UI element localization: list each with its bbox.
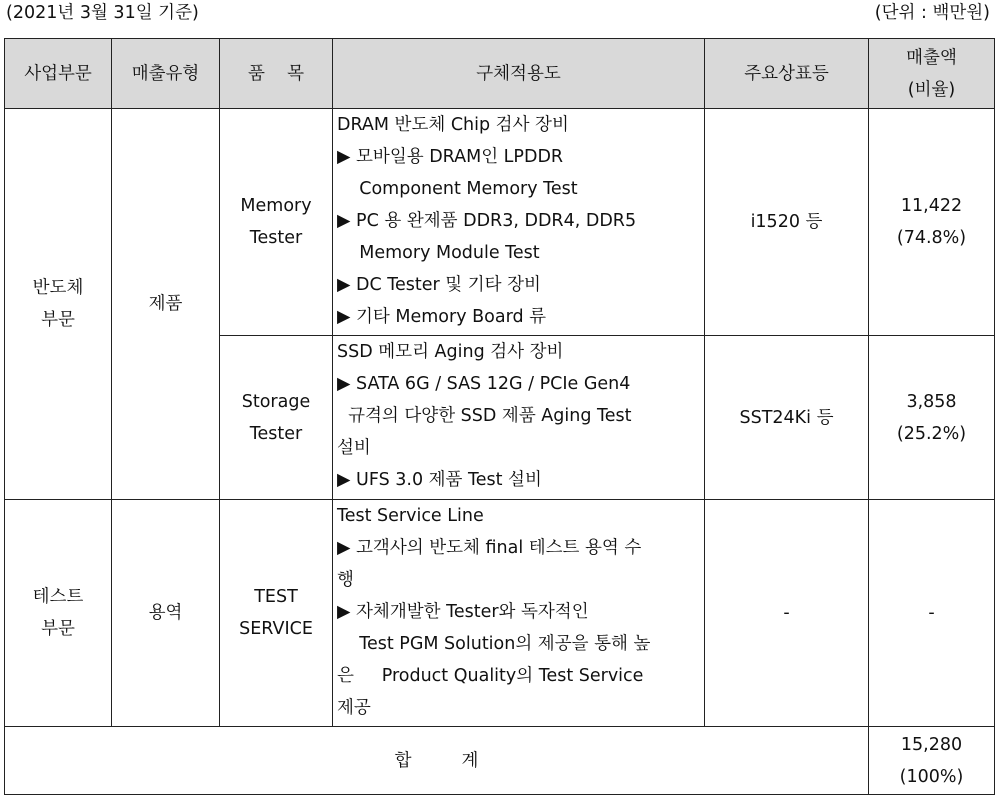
- division-line: 부문: [41, 310, 75, 330]
- usage-line: 제공: [337, 698, 371, 718]
- item-storage-tester: [220, 336, 333, 500]
- usage-memory: [333, 109, 705, 336]
- usage-storage: [333, 336, 705, 500]
- sales-type-product: 제품: [112, 109, 220, 500]
- total-label: 합 계: [5, 727, 869, 795]
- usage-test: [333, 500, 705, 727]
- usage-line: 설비: [337, 438, 371, 458]
- sales-ratio: (100%): [899, 766, 964, 787]
- usage-line: ▶ 모바일용 DRAM인 LPDDR: [337, 147, 564, 167]
- header-sales-type: 매출유형: [112, 39, 220, 109]
- usage-line: Test Service Line: [337, 506, 484, 526]
- header-sales: [869, 39, 995, 109]
- usage-line: DRAM 반도체 Chip 검사 장비: [337, 115, 569, 135]
- division-semiconductor: [5, 109, 112, 500]
- date-caption: (2021년 3월 31일 기준): [6, 3, 199, 23]
- usage-line: ▶ 고객사의 반도체 final 테스트 용역 수: [337, 538, 642, 558]
- sales-value: 3,858: [906, 391, 957, 412]
- item-line: SERVICE: [239, 619, 313, 639]
- sales-test: -: [869, 500, 995, 727]
- sales-memory: [869, 109, 995, 336]
- usage-line: ▶ SATA 6G / SAS 12G / PCIe Gen4: [337, 374, 631, 394]
- sales-value: 15,280: [900, 734, 963, 755]
- header-brand: 주요상표등: [705, 39, 869, 109]
- header-usage: 구체적용도: [333, 39, 705, 109]
- header-sales-line2: (비율): [907, 79, 956, 100]
- division-line: 테스트: [32, 587, 84, 607]
- usage-line: 규격의 다양한 SSD 제품 Aging Test: [337, 406, 632, 426]
- usage-line: ▶ UFS 3.0 제품 Test 설비: [337, 470, 542, 490]
- item-line: TEST: [254, 587, 298, 607]
- header-item: 품 목: [220, 39, 333, 109]
- unit-caption: (단위 : 백만원): [874, 3, 990, 23]
- total-row: [5, 727, 995, 795]
- item-line: Storage: [241, 391, 311, 412]
- sales-ratio: (74.8%): [896, 228, 967, 248]
- usage-line: Test PGM Solution의 제공을 통해 높: [337, 634, 651, 654]
- header-division: 사업부문: [5, 39, 112, 109]
- brand-storage: SST24Ki 등: [705, 336, 869, 500]
- division-line: 부문: [41, 619, 75, 639]
- sales-value: 11,422: [900, 196, 963, 216]
- usage-line: ▶ 자체개발한 Tester와 독자적인: [337, 602, 589, 622]
- brand-test: -: [705, 500, 869, 727]
- table-row: [5, 500, 995, 727]
- item-line: Tester: [249, 228, 303, 248]
- sales-storage: [869, 336, 995, 500]
- item-memory-tester: [220, 109, 333, 336]
- business-table: [4, 38, 995, 795]
- usage-line: Memory Module Test: [337, 243, 540, 263]
- usage-line: SSD 메모리 Aging 검사 장비: [337, 342, 564, 362]
- division-line: 반도체: [32, 278, 84, 298]
- item-line: Memory: [240, 196, 312, 216]
- total-sales: [869, 727, 995, 795]
- usage-line: ▶ DC Tester 및 기타 장비: [337, 275, 541, 295]
- division-test: [5, 500, 112, 727]
- item-test-service: [220, 500, 333, 727]
- item-line: Tester: [249, 423, 303, 444]
- usage-line: ▶ PC 용 완제품 DDR3, DDR4, DDR5: [337, 211, 637, 231]
- table-row: [5, 109, 995, 336]
- sales-ratio: (25.2%): [896, 423, 967, 444]
- usage-line: ▶ 기타 Memory Board 류: [337, 307, 547, 327]
- brand-memory: i1520 등: [705, 109, 869, 336]
- usage-line: Component Memory Test: [337, 179, 578, 199]
- usage-line: 은 Product Quality의 Test Service: [337, 666, 644, 686]
- header-row: [5, 39, 995, 109]
- sales-type-service: 용역: [112, 500, 220, 727]
- usage-line: 행: [337, 570, 354, 590]
- header-sales-line1: 매출액: [906, 47, 957, 68]
